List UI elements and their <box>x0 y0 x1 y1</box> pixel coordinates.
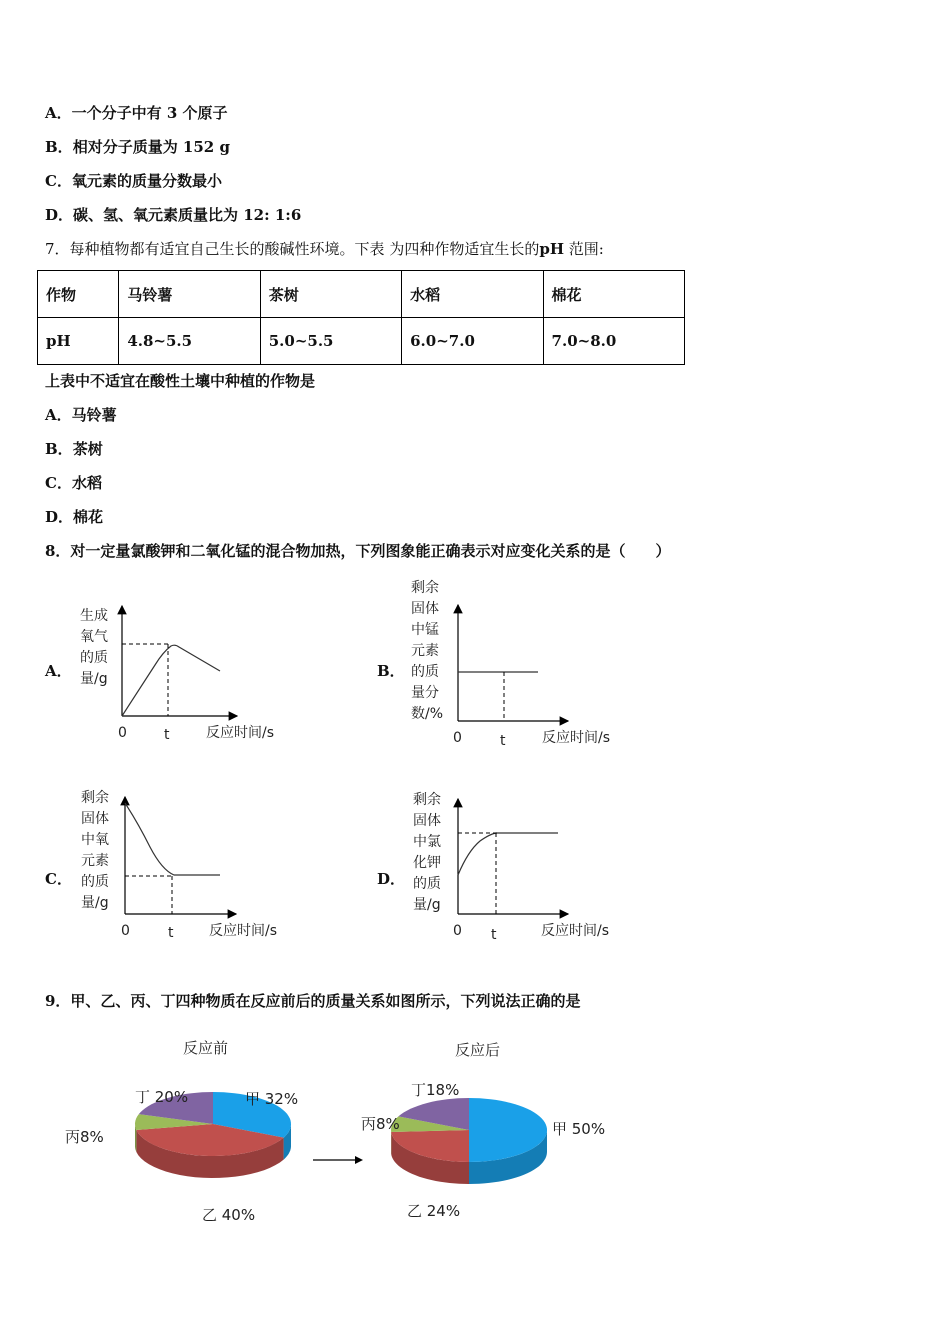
graph-b-label: B． <box>377 662 405 680</box>
t-label: t <box>164 727 170 743</box>
graph-a-ylabel-3: 的质 <box>80 650 108 666</box>
q6-option-b <box>45 136 230 157</box>
graph-b-ylabel-1: 剩余 <box>411 580 439 596</box>
option-text: 碳、氢、氧元素质量比为 12: 1:6 <box>73 206 302 224</box>
graph-d-ylabel-2: 固体 <box>413 813 441 829</box>
before-label-jia: 甲 32% <box>245 1090 299 1108</box>
graph-c-ylabel-3: 中氧 <box>81 832 109 848</box>
pie-after <box>391 1098 547 1184</box>
t-label: t <box>491 927 497 943</box>
q7-option-d <box>45 506 103 527</box>
graph-d-ylabel-1: 剩余 <box>413 792 441 808</box>
graph-c-ylabel-1: 剩余 <box>81 790 109 806</box>
table-row <box>38 318 685 365</box>
graph-a-ylabel-2: 氧气 <box>80 629 108 645</box>
table-header-row <box>38 271 685 318</box>
origin-label: 0 <box>121 923 130 939</box>
graph-a-ylabel-4: 量/g <box>80 671 108 687</box>
q7-stem <box>45 238 604 259</box>
after-label-ding: 丁18% <box>411 1081 460 1099</box>
ph-table <box>37 270 685 365</box>
before-label-yi: 乙 40% <box>202 1206 256 1224</box>
after-label-bing: 丙8% <box>361 1115 400 1133</box>
q7-stem-range: 范围: <box>568 240 604 258</box>
after-label-jia: 甲 50% <box>552 1120 606 1138</box>
graph-b-ylabel-3: 中锰 <box>411 622 439 638</box>
graph-d-ylabel-6: 量/g <box>413 897 441 913</box>
before-label-bing: 丙8% <box>65 1128 104 1146</box>
graph-b-ylabel-6: 量分 <box>411 685 439 701</box>
after-label-yi: 乙 24% <box>407 1202 461 1220</box>
option-label: C． <box>45 172 72 190</box>
pie-charts-svg <box>55 1030 675 1240</box>
option-label: D． <box>45 508 74 526</box>
option-text: 棉花 <box>73 508 104 526</box>
q7-stem-ph: pH <box>539 240 564 258</box>
origin-label: 0 <box>118 725 127 741</box>
q8-stem: 8．对一定量氯酸钾和二氧化锰的混合物加热，下列图象能正确表示对应变化关系的是（ ） <box>45 542 671 560</box>
graph-a-xlabel: 反应时间/s <box>206 725 275 741</box>
t-label: t <box>168 925 174 941</box>
table-cell: 7.0~8.0 <box>543 318 684 365</box>
origin-label: 0 <box>453 730 462 746</box>
table-cell: 作物 <box>38 271 119 318</box>
graph-a-ylabel-1: 生成 <box>80 608 108 624</box>
graph-a-label: A． <box>45 662 72 680</box>
graph-c-label: C． <box>45 870 72 888</box>
q7-option-a <box>45 404 117 425</box>
option-text: 一个分子中有 3 个原子 <box>71 104 228 122</box>
graph-c-xlabel: 反应时间/s <box>209 923 278 939</box>
option-text: 水稻 <box>71 474 102 492</box>
q9-stem: 9．甲、乙、丙、丁四种物质在反应前后的质量关系如图所示，下列说法正确的是 <box>45 992 581 1010</box>
graph-d-ylabel-5: 的质 <box>413 876 441 892</box>
table-cell: 马铃薯 <box>119 271 260 318</box>
option-text: 氧元素的质量分数最小 <box>71 172 222 190</box>
option-label: D． <box>45 206 74 224</box>
option-label: A． <box>45 104 72 122</box>
q7-option-c <box>45 472 102 493</box>
option-label: B． <box>45 440 73 458</box>
curve <box>458 833 558 875</box>
q6-option-d <box>45 204 301 225</box>
q7-option-b <box>45 438 103 459</box>
option-label: B． <box>45 138 73 156</box>
option-text: 相对分子质量为 152 g <box>72 138 230 156</box>
graph-d <box>410 787 650 947</box>
graph-d-ylabel-3: 中氯 <box>413 834 441 850</box>
curve <box>125 803 220 875</box>
arrow-icon <box>355 1156 363 1164</box>
graph-b-ylabel-5: 的质 <box>411 664 439 680</box>
q6-option-c <box>45 170 222 191</box>
table-cell: 茶树 <box>260 271 401 318</box>
graph-c-ylabel-6: 量/g <box>81 895 109 911</box>
graph-c <box>78 785 318 945</box>
option-text: 茶树 <box>72 440 103 458</box>
graph-d-xlabel: 反应时间/s <box>541 923 610 939</box>
option-text: 马铃薯 <box>71 406 117 424</box>
pie-charts <box>55 1030 675 1240</box>
table-cell: pH <box>38 318 119 365</box>
table-cell: 4.8~5.5 <box>119 318 260 365</box>
option-label: C． <box>45 474 72 492</box>
graph-d-ylabel-4: 化钾 <box>413 855 441 871</box>
graph-c-ylabel-5: 的质 <box>81 874 109 890</box>
t-label: t <box>500 733 506 749</box>
graph-c-ylabel-4: 元素 <box>81 853 109 869</box>
table-cell: 6.0~7.0 <box>402 318 543 365</box>
graph-c-ylabel-2: 固体 <box>81 811 109 827</box>
table-cell: 棉花 <box>543 271 684 318</box>
graph-b-ylabel-7: 数/% <box>411 706 444 722</box>
table-cell: 5.0~5.5 <box>260 318 401 365</box>
before-title: 反应前 <box>183 1039 229 1057</box>
option-label: A． <box>45 406 72 424</box>
origin-label: 0 <box>453 923 462 939</box>
graph-d-label: D． <box>377 870 406 888</box>
q7-question: 上表中不适宜在酸性土壤中种植的作物是 <box>45 372 316 390</box>
before-label-ding: 丁 20% <box>135 1088 189 1106</box>
graph-a <box>75 600 315 750</box>
after-title: 反应后 <box>455 1041 501 1059</box>
table-cell: 水稻 <box>402 271 543 318</box>
curve <box>122 645 220 716</box>
graph-b-xlabel: 反应时间/s <box>542 730 611 746</box>
graph-b-ylabel-2: 固体 <box>411 601 439 617</box>
graph-b-ylabel-4: 元素 <box>411 643 439 659</box>
q7-stem-text: 7．每种植物都有适宜自己生长的酸碱性环境。下表 为四种作物适宜生长的 <box>45 240 540 258</box>
graph-b <box>408 575 648 755</box>
q6-option-a <box>45 102 228 123</box>
